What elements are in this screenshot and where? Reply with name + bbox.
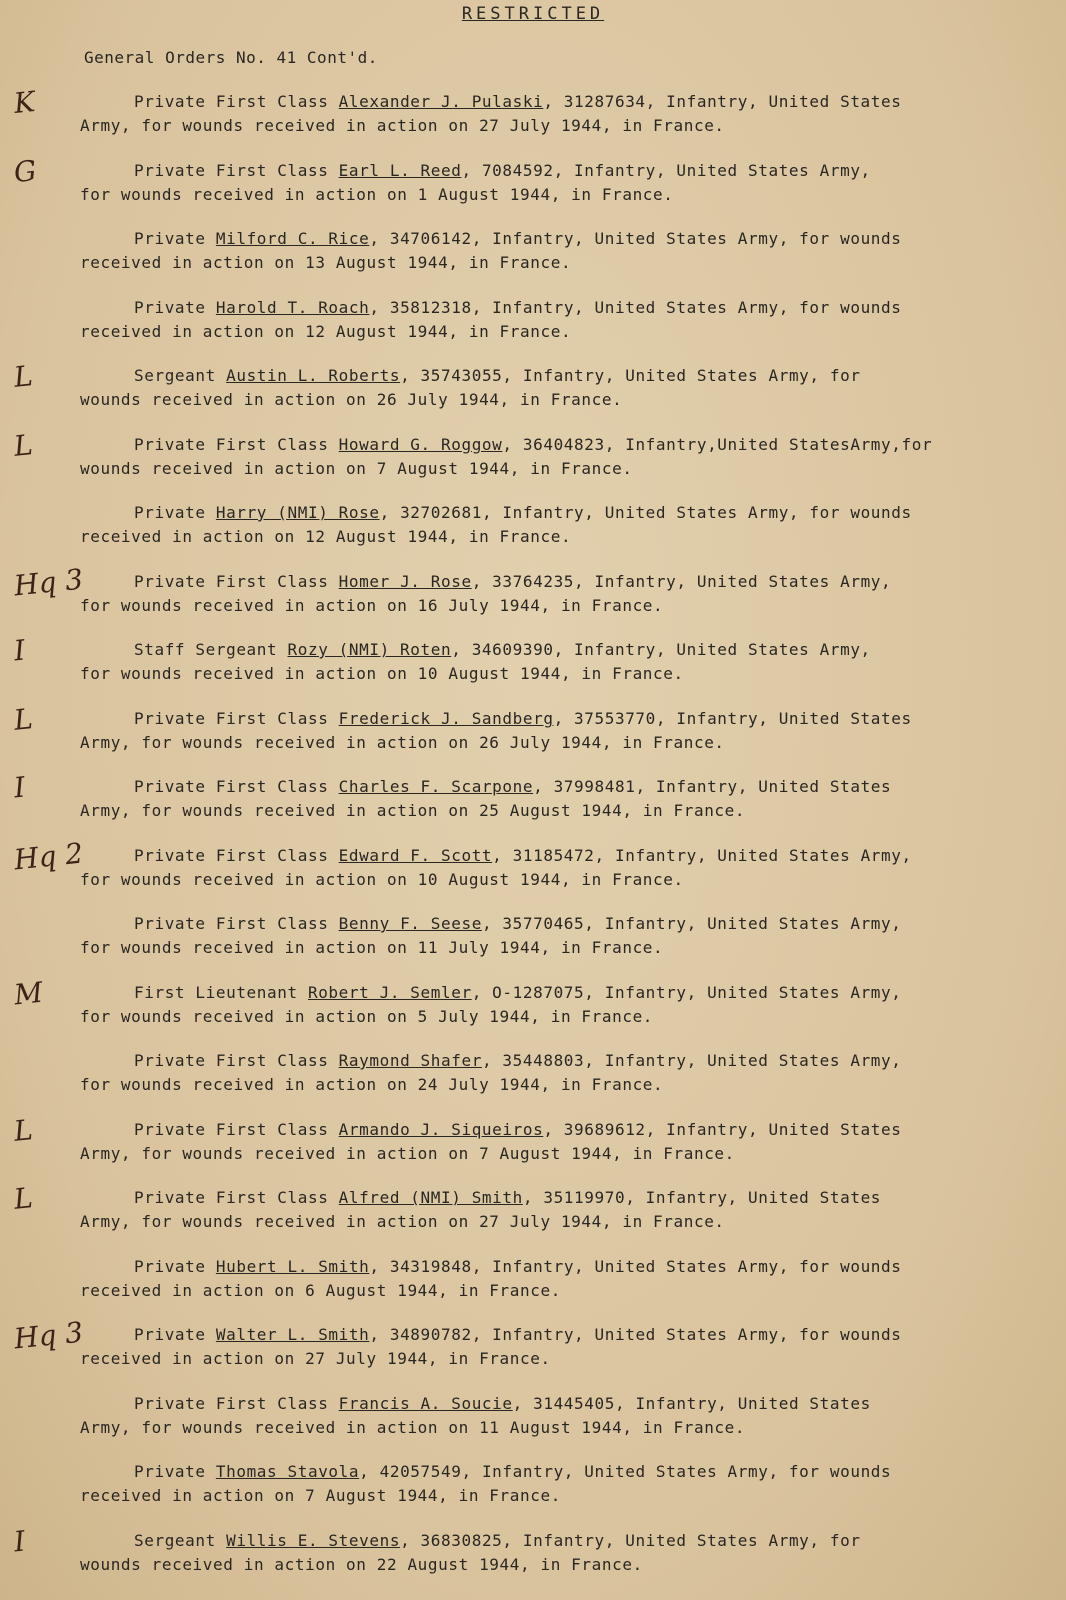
soldier-name: Edward F. Scott: [338, 846, 493, 865]
handwritten-company-mark: M: [12, 975, 45, 1012]
citation-line-1-rest: , Infantry, United States Army, for wounds: [461, 1462, 892, 1481]
citation-line-2: received in action on 12 August 1944, in France.: [80, 527, 572, 546]
soldier-name: Alfred (NMI) Smith: [338, 1188, 523, 1207]
citation-line-2: for wounds received in action on 16 July 1944, in France.: [80, 596, 664, 615]
soldier-rank: Private First Class: [134, 1120, 329, 1139]
soldier-rank: Private: [134, 1257, 206, 1276]
soldier-rank: Private First Class: [134, 92, 329, 111]
citation-line-1: Private Harold T. Roach, 35812318, Infantry, United States Army, for wounds: [134, 298, 902, 317]
handwritten-company-mark: I: [12, 770, 27, 805]
serial-number: 37553770: [574, 709, 656, 728]
citation-line-1: Private Hubert L. Smith, 34319848, Infantry, United States Army, for wounds: [134, 1257, 902, 1276]
citation-line-1-rest: , Infantry, United States Army,: [584, 914, 902, 933]
restricted-header: RESTRICTED: [461, 4, 605, 24]
citation-line-2: Army, for wounds received in action on 27 July 1944, in France.: [80, 1212, 725, 1231]
soldier-rank: Private First Class: [134, 161, 329, 180]
citation-line-1: Private First Class Homer J. Rose, 33764235, Infantry, United States Army,: [134, 572, 892, 591]
soldier-rank: Private First Class: [134, 846, 329, 865]
soldier-name: Earl L. Reed: [338, 161, 462, 180]
handwritten-company-mark: L: [12, 428, 35, 463]
citation-line-2: wounds received in action on 26 July 1944, in France.: [80, 390, 623, 409]
citation-line-1: Private First Class Charles F. Scarpone, 37998481, Infantry, United States: [134, 777, 892, 796]
soldier-rank: Staff Sergeant: [134, 640, 278, 659]
citation-line-2: for wounds received in action on 10 August 1944, in France.: [80, 870, 684, 889]
serial-number: 42057549: [379, 1462, 462, 1481]
citation-line-1: First Lieutenant Robert J. Semler, O-1287075, Infantry, United States Army,: [134, 983, 902, 1002]
soldier-name: Howard G. Roggow: [338, 435, 503, 454]
citation-line-1-rest: , Infantry, United States Army,: [594, 846, 912, 865]
citation-line-2: Army, for wounds received in action on 25 August 1944, in France.: [80, 801, 746, 820]
citation-line-1-rest: , Infantry, United States Army,: [584, 983, 902, 1002]
citation-line-2: Army, for wounds received in action on 11 August 1944, in France.: [80, 1418, 746, 1437]
citation-line-2: for wounds received in action on 24 July 1944, in France.: [80, 1075, 664, 1094]
citation-line-1-rest: , Infantry, United States: [645, 92, 902, 111]
serial-number: 37998481: [553, 777, 636, 796]
soldier-name: Rozy (NMI) Roten: [287, 640, 452, 659]
citation-line-1-rest: , Infantry, United States Army, for: [502, 1531, 861, 1550]
citation-line-1-rest: , Infantry, United States Army, for wounds: [471, 1257, 902, 1276]
citation-line-2: received in action on 27 July 1944, in France.: [80, 1349, 551, 1368]
soldier-rank: Private: [134, 298, 206, 317]
citation-line-1-rest: , Infantry, United States Army,: [553, 161, 871, 180]
handwritten-company-mark: G: [12, 153, 39, 190]
handwritten-company-mark: L: [12, 702, 35, 737]
serial-number: 7084592: [481, 161, 554, 180]
citation-line-1: Private Harry (NMI) Rose, 32702681, Infantry, United States Army, for wounds: [134, 503, 912, 522]
citation-entry: [80, 638, 1010, 686]
citation-line-1-rest: , Infantry, United States Army, for wounds: [471, 229, 902, 248]
citation-line-1-rest: , Infantry, United States: [645, 1120, 902, 1139]
citation-line-1: Private First Class Howard G. Roggow, 36404823, Infantry,United StatesArmy,for: [134, 435, 933, 454]
citation-line-2: received in action on 7 August 1944, in France.: [80, 1486, 561, 1505]
soldier-rank: Private First Class: [134, 709, 329, 728]
soldier-rank: Sergeant: [134, 1531, 216, 1550]
soldier-name: Francis A. Soucie: [338, 1394, 513, 1413]
soldier-rank: Private: [134, 1462, 206, 1481]
citation-entry: [80, 1323, 1010, 1371]
citation-line-1: Private First Class Armando J. Siqueiros, 39689612, Infantry, United States: [134, 1120, 902, 1139]
serial-number: 35812318: [389, 298, 472, 317]
soldier-name: Robert J. Semler: [307, 983, 472, 1002]
citation-line-2: for wounds received in action on 1 August 1944, in France.: [80, 185, 674, 204]
serial-number: 35770465: [502, 914, 585, 933]
citation-entry: [80, 912, 1010, 960]
serial-number: 36404823: [522, 435, 605, 454]
soldier-name: Austin L. Roberts: [226, 366, 401, 385]
handwritten-company-mark: I: [12, 1524, 27, 1559]
citation-line-1-rest: , Infantry, United States: [635, 777, 892, 796]
handwritten-company-mark: I: [12, 633, 27, 668]
serial-number: 32702681: [400, 503, 482, 522]
citation-line-1: Private First Class Raymond Shafer, 35448803, Infantry, United States Army,: [134, 1051, 902, 1070]
citation-line-1: Staff Sergeant Rozy (NMI) Roten, 34609390, Infantry, United States Army,: [134, 640, 871, 659]
citation-entry: [80, 1460, 1010, 1508]
citation-line-2: wounds received in action on 7 August 1944, in France.: [80, 459, 633, 478]
serial-number: 31445405: [533, 1394, 615, 1413]
citation-line-1: Sergeant Austin L. Roberts, 35743055, Infantry, United States Army, for: [134, 366, 861, 385]
serial-number: 31185472: [512, 846, 595, 865]
citation-line-1: Private Thomas Stavola, 42057549, Infantry, United States Army, for wounds: [134, 1462, 892, 1481]
soldier-name: Milford C. Rice: [215, 229, 370, 248]
soldier-name: Benny F. Seese: [338, 914, 482, 933]
citation-line-1-rest: , Infantry, United States: [614, 1394, 871, 1413]
citation-line-1: Private Walter L. Smith, 34890782, Infantry, United States Army, for wounds: [134, 1325, 902, 1344]
soldier-name: Charles F. Scarpone: [338, 777, 534, 796]
soldier-name: Homer J. Rose: [338, 572, 472, 591]
serial-number: 34706142: [389, 229, 472, 248]
soldier-name: Frederick J. Sandberg: [338, 709, 554, 728]
citation-line-1: Sergeant Willis E. Stevens, 36830825, Infantry, United States Army, for: [134, 1531, 861, 1550]
citation-line-2: for wounds received in action on 5 July 1944, in France.: [80, 1007, 654, 1026]
handwritten-company-mark: Hq 3: [12, 562, 85, 603]
soldier-name: Hubert L. Smith: [215, 1257, 370, 1276]
citation-line-1-rest: , Infantry, United States Army,: [574, 572, 892, 591]
citation-line-1: Private First Class Alexander J. Pulaski, 31287634, Infantry, United States: [134, 92, 902, 111]
handwritten-company-mark: L: [12, 1181, 35, 1216]
citation-entry: [80, 1186, 1010, 1234]
soldier-name: Harry (NMI) Rose: [215, 503, 380, 522]
serial-number: 35448803: [502, 1051, 585, 1070]
citation-line-1: Private First Class Benny F. Seese, 35770465, Infantry, United States Army,: [134, 914, 902, 933]
citation-line-2: for wounds received in action on 11 July 1944, in France.: [80, 938, 664, 957]
soldier-rank: Private First Class: [134, 914, 329, 933]
serial-number: 34319848: [389, 1257, 472, 1276]
citation-line-2: received in action on 13 August 1944, in France.: [80, 253, 572, 272]
soldier-name: Alexander J. Pulaski: [338, 92, 544, 111]
serial-number: 33764235: [492, 572, 575, 591]
soldier-rank: Private: [134, 1325, 206, 1344]
citation-line-2: for wounds received in action on 10 August 1944, in France.: [80, 664, 684, 683]
soldier-name: Walter L. Smith: [215, 1325, 370, 1344]
serial-number: 35119970: [543, 1188, 626, 1207]
serial-number: 36830825: [420, 1531, 503, 1550]
citation-line-2: Army, for wounds received in action on 26 July 1944, in France.: [80, 733, 725, 752]
soldier-rank: Private First Class: [134, 1051, 329, 1070]
soldier-rank: Private: [134, 503, 206, 522]
citation-entry: [80, 707, 1010, 755]
citation-line-1-rest: , Infantry, United States Army,: [553, 640, 871, 659]
citation-line-2: Army, for wounds received in action on 7 August 1944, in France.: [80, 1144, 735, 1163]
orders-subheader: General Orders No. 41 Cont'd.: [84, 48, 378, 67]
citation-entry: [80, 296, 1010, 344]
citation-entry: [80, 159, 1010, 207]
soldier-rank: Private First Class: [134, 1394, 329, 1413]
citation-entry: [80, 227, 1010, 275]
citation-line-2: wounds received in action on 22 August 1944, in France.: [80, 1555, 643, 1574]
citation-entry: [80, 90, 1010, 138]
citation-entry: [80, 981, 1010, 1029]
handwritten-company-mark: Hq 3: [12, 1315, 85, 1356]
citation-line-1: Private First Class Edward F. Scott, 31185472, Infantry, United States Army,: [134, 846, 912, 865]
citation-line-1: Private Milford C. Rice, 34706142, Infantry, United States Army, for wounds: [134, 229, 902, 248]
citation-entry: [80, 433, 1010, 481]
citation-line-2: received in action on 12 August 1944, in France.: [80, 322, 572, 341]
serial-number: 34890782: [389, 1325, 472, 1344]
soldier-rank: Private First Class: [134, 435, 329, 454]
serial-number: O-1287075: [492, 983, 585, 1002]
citation-line-2: Army, for wounds received in action on 27 July 1944, in France.: [80, 116, 725, 135]
citation-line-1-rest: , Infantry, United States Army,: [584, 1051, 902, 1070]
citation-line-1: Private First Class Alfred (NMI) Smith, 35119970, Infantry, United States: [134, 1188, 882, 1207]
citation-line-1-rest: , Infantry, United States Army, for wounds: [471, 298, 902, 317]
citation-entry: [80, 1118, 1010, 1166]
citation-line-1: Private First Class Francis A. Soucie, 31445405, Infantry, United States: [134, 1394, 871, 1413]
citation-entry: [80, 1049, 1010, 1097]
handwritten-company-mark: Hq 2: [12, 836, 85, 877]
serial-number: 31287634: [563, 92, 646, 111]
citation-entry: [80, 570, 1010, 618]
soldier-name: Raymond Shafer: [338, 1051, 482, 1070]
serial-number: 35743055: [420, 366, 503, 385]
citation-entry: [80, 844, 1010, 892]
citation-entry: [80, 364, 1010, 412]
citation-line-1: Private First Class Earl L. Reed, 7084592, Infantry, United States Army,: [134, 161, 871, 180]
soldier-rank: Private First Class: [134, 777, 329, 796]
citation-line-2: received in action on 6 August 1944, in France.: [80, 1281, 561, 1300]
serial-number: 34609390: [471, 640, 554, 659]
soldier-rank: Private: [134, 229, 206, 248]
soldier-rank: First Lieutenant: [134, 983, 298, 1002]
soldier-rank: Private First Class: [134, 572, 329, 591]
citation-entry: [80, 1392, 1010, 1440]
soldier-name: Thomas Stavola: [215, 1462, 360, 1481]
citation-line-1-rest: , Infantry, United States: [625, 1188, 882, 1207]
handwritten-company-mark: K: [12, 84, 37, 121]
soldier-rank: Sergeant: [134, 366, 216, 385]
citation-line-1-rest: , Infantry,United StatesArmy,for: [604, 435, 933, 454]
handwritten-company-mark: L: [12, 1113, 35, 1148]
citation-entry: [80, 775, 1010, 823]
serial-number: 39689612: [563, 1120, 646, 1139]
citation-entry: [80, 1529, 1010, 1577]
soldier-name: Willis E. Stevens: [226, 1531, 401, 1550]
soldier-name: Armando J. Siqueiros: [338, 1120, 544, 1139]
handwritten-company-mark: L: [12, 359, 35, 394]
soldier-rank: Private First Class: [134, 1188, 329, 1207]
soldier-name: Harold T. Roach: [215, 298, 370, 317]
citation-line-1-rest: , Infantry, United States: [655, 709, 912, 728]
citation-line-1-rest: , Infantry, United States Army, for wounds: [471, 1325, 902, 1344]
citation-line-1: Private First Class Frederick J. Sandberg, 37553770, Infantry, United States: [134, 709, 912, 728]
citation-line-1-rest: , Infantry, United States Army, for: [502, 366, 861, 385]
citation-entry: [80, 501, 1010, 549]
citation-line-1-rest: , Infantry, United States Army, for wounds: [481, 503, 912, 522]
citation-entry: [80, 1255, 1010, 1303]
